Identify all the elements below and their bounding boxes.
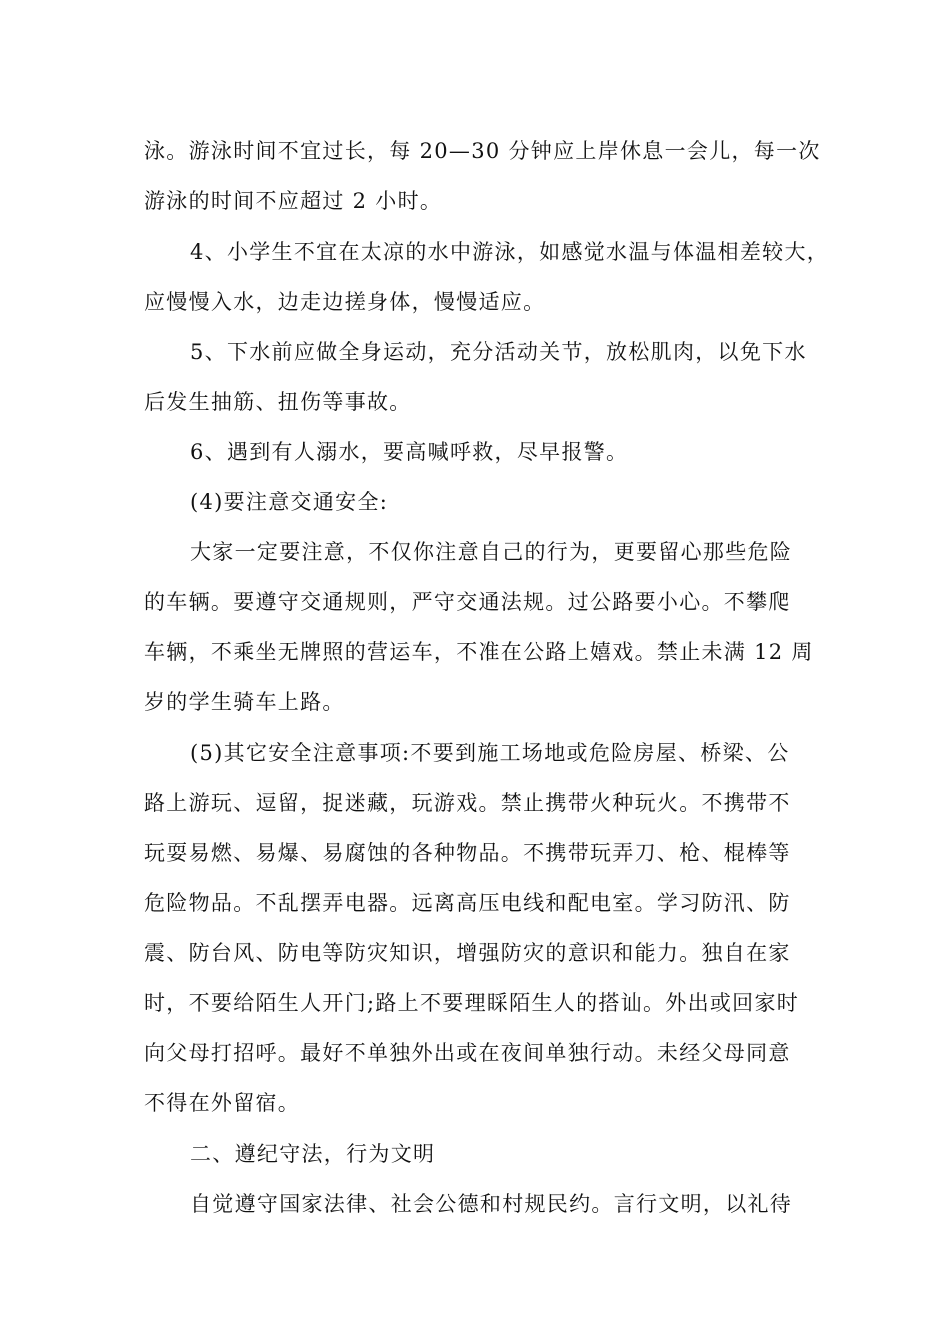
text-line: 危险物品。不乱摆弄电器。远离高压电线和配电室。学习防汛、防 — [144, 891, 791, 915]
text-line: 自觉遵守国家法律、社会公德和村规民约。言行文明，以礼待 — [190, 1192, 793, 1216]
text-line: 泳。游泳时间不宜过长，每 20—30 分钟应上岸休息一会儿，每一次 — [144, 139, 821, 163]
text-line: 玩耍易燃、易爆、易腐蚀的各种物品。不携带玩弄刀、枪、棍棒等 — [144, 841, 791, 865]
text-line: 不得在外留宿。 — [144, 1091, 301, 1115]
text-line: (5)其它安全注意事项:不要到施工场地或危险房屋、桥梁、公 — [190, 741, 790, 765]
text-line: 应慢慢入水，边走边搓身体，慢慢适应。 — [144, 290, 546, 314]
text-line: 游泳的时间不应超过 2 小时。 — [144, 189, 443, 213]
text-line: 时，不要给陌生人开门;路上不要理睬陌生人的搭讪。外出或回家时 — [144, 991, 800, 1015]
text-line: 4、小学生不宜在太凉的水中游泳，如感觉水温与体温相差较大， — [190, 240, 830, 264]
section-heading: (4)要注意交通安全: — [190, 490, 389, 514]
text-line: 路上游玩、逗留，捉迷藏，玩游戏。禁止携带火种玩火。不携带不 — [144, 791, 791, 815]
text-line: 向父母打招呼。最好不单独外出或在夜间单独行动。未经父母同意 — [144, 1041, 791, 1065]
text-line: 后发生抽筋、扭伤等事故。 — [144, 390, 412, 414]
text-line: 6、遇到有人溺水，要高喊呼救，尽早报警。 — [190, 440, 629, 464]
section-heading: 二、遵纪守法，行为文明 — [190, 1142, 436, 1166]
text-line: 车辆，不乘坐无牌照的营运车，不准在公路上嬉戏。禁止未满 12 周 — [144, 640, 814, 664]
text-line: 大家一定要注意，不仅你注意自己的行为，更要留心那些危险 — [190, 540, 793, 564]
text-line: 震、防台风、防电等防灾知识，增强防灾的意识和能力。独自在家 — [144, 941, 791, 965]
text-line: 岁的学生骑车上路。 — [144, 690, 345, 714]
text-line: 5、下水前应做全身运动，充分活动关节，放松肌肉，以免下水 — [190, 340, 807, 364]
text-line: 的车辆。要遵守交通规则，严守交通法规。过公路要小心。不攀爬 — [144, 590, 791, 614]
